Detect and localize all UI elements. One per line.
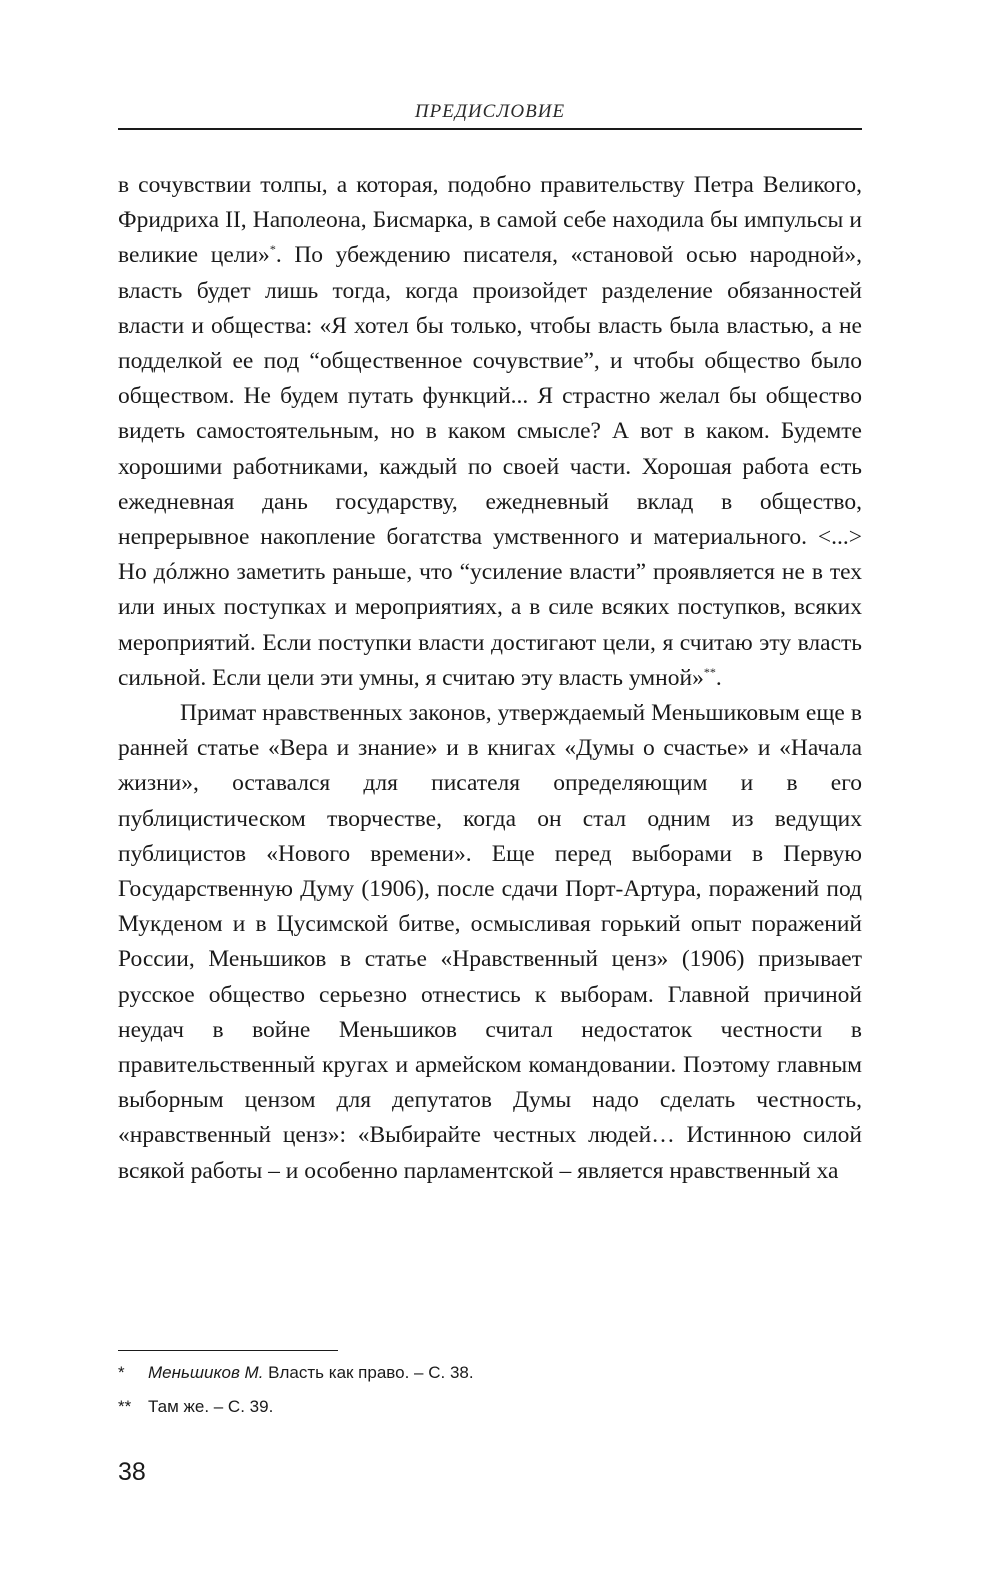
footnote-text: Власть как право. – С. 38. — [263, 1363, 474, 1382]
paragraph-text: в сочувствии толпы, а которая, подобно правительству Петра Великого, Фридриха II, Наполеона, Бисмарка, в самой себе находила бы импульсы и великие цели» — [118, 172, 862, 269]
paragraph — [118, 168, 862, 696]
header-rule — [118, 128, 862, 130]
paragraph-text: . — [715, 664, 722, 691]
footnote-ref: ** — [703, 665, 716, 680]
footnote-author: Меньшиков М. — [148, 1363, 264, 1382]
footnote — [118, 1390, 862, 1424]
footnote-text: Там же. – С. 39. — [148, 1397, 274, 1416]
footnotes — [118, 1356, 862, 1424]
footnote-rule — [118, 1350, 338, 1351]
paragraph: Примат нравственных законов, утверждаемый Меньшиковым еще в ранней статье «Вера и знание» и в книгах «Думы о счастье» и «Начала жизни», оставался для писателя определяющим и в его публицистическом творчестве, когда он стал одним из ведущих публицистов «Нового времени». Еще перед выборами в Первую Государственную Думу (1906), после сдачи Порт-Артура, поражений под Мукденом и в Цусимской битве, осмысливая горький опыт поражений России, Меньшиков в статье «Нравственный ценз» (1906) призывает русское общество серьезно отнестись к выборам. Главной причиной неудач в войне Меньшиков считал недостаток честности в правительственный кругах и армейском командовании. Поэтому главным выборным цензом для депутатов Думы надо сделать честность, «нравственный ценз»: «Выбирайте честных людей… Истинною силой всякой работы – и особенно парламентской – является нравственный ха — [118, 700, 862, 1184]
footnote-mark: * — [118, 1363, 125, 1382]
paragraph-text: . По убеждению писателя, «становой осью народной», власть будет лишь тогда, когда произойдет разделение обязанностей власти и общества: «Я хотел бы только, чтобы власть была властью, а не подделкой ее под “общественное сочувствие”, и чтобы общество было обществом. Не будем путать функций... Я страстно желал бы общество видеть самостоятельным, но в каком смысле? А вот в каком. Будемте хорошими работниками, каждый по своей части. Хорошая работа есть ежедневная дань государству, ежедневный вклад в общество, непрерывное накопление богатства умственного и материального. <...> Но дóлжно заметить раньше, что “усиление власти” проявляется не в тех или иных поступках и мероприятиях, а в силе всяких поступков, всяких мероприятий. Если поступки власти достигают цели, я считаю эту власть сильной. Если цели эти умны, я считаю эту власть умной» — [118, 242, 862, 691]
page-number: 38 — [118, 1458, 146, 1486]
footnote-mark: ** — [118, 1397, 132, 1416]
footnote-ref: * — [269, 242, 276, 257]
running-head: ПРЕДИСЛОВИЕ — [414, 101, 566, 122]
main-text — [118, 168, 862, 1189]
footnote — [118, 1356, 862, 1390]
